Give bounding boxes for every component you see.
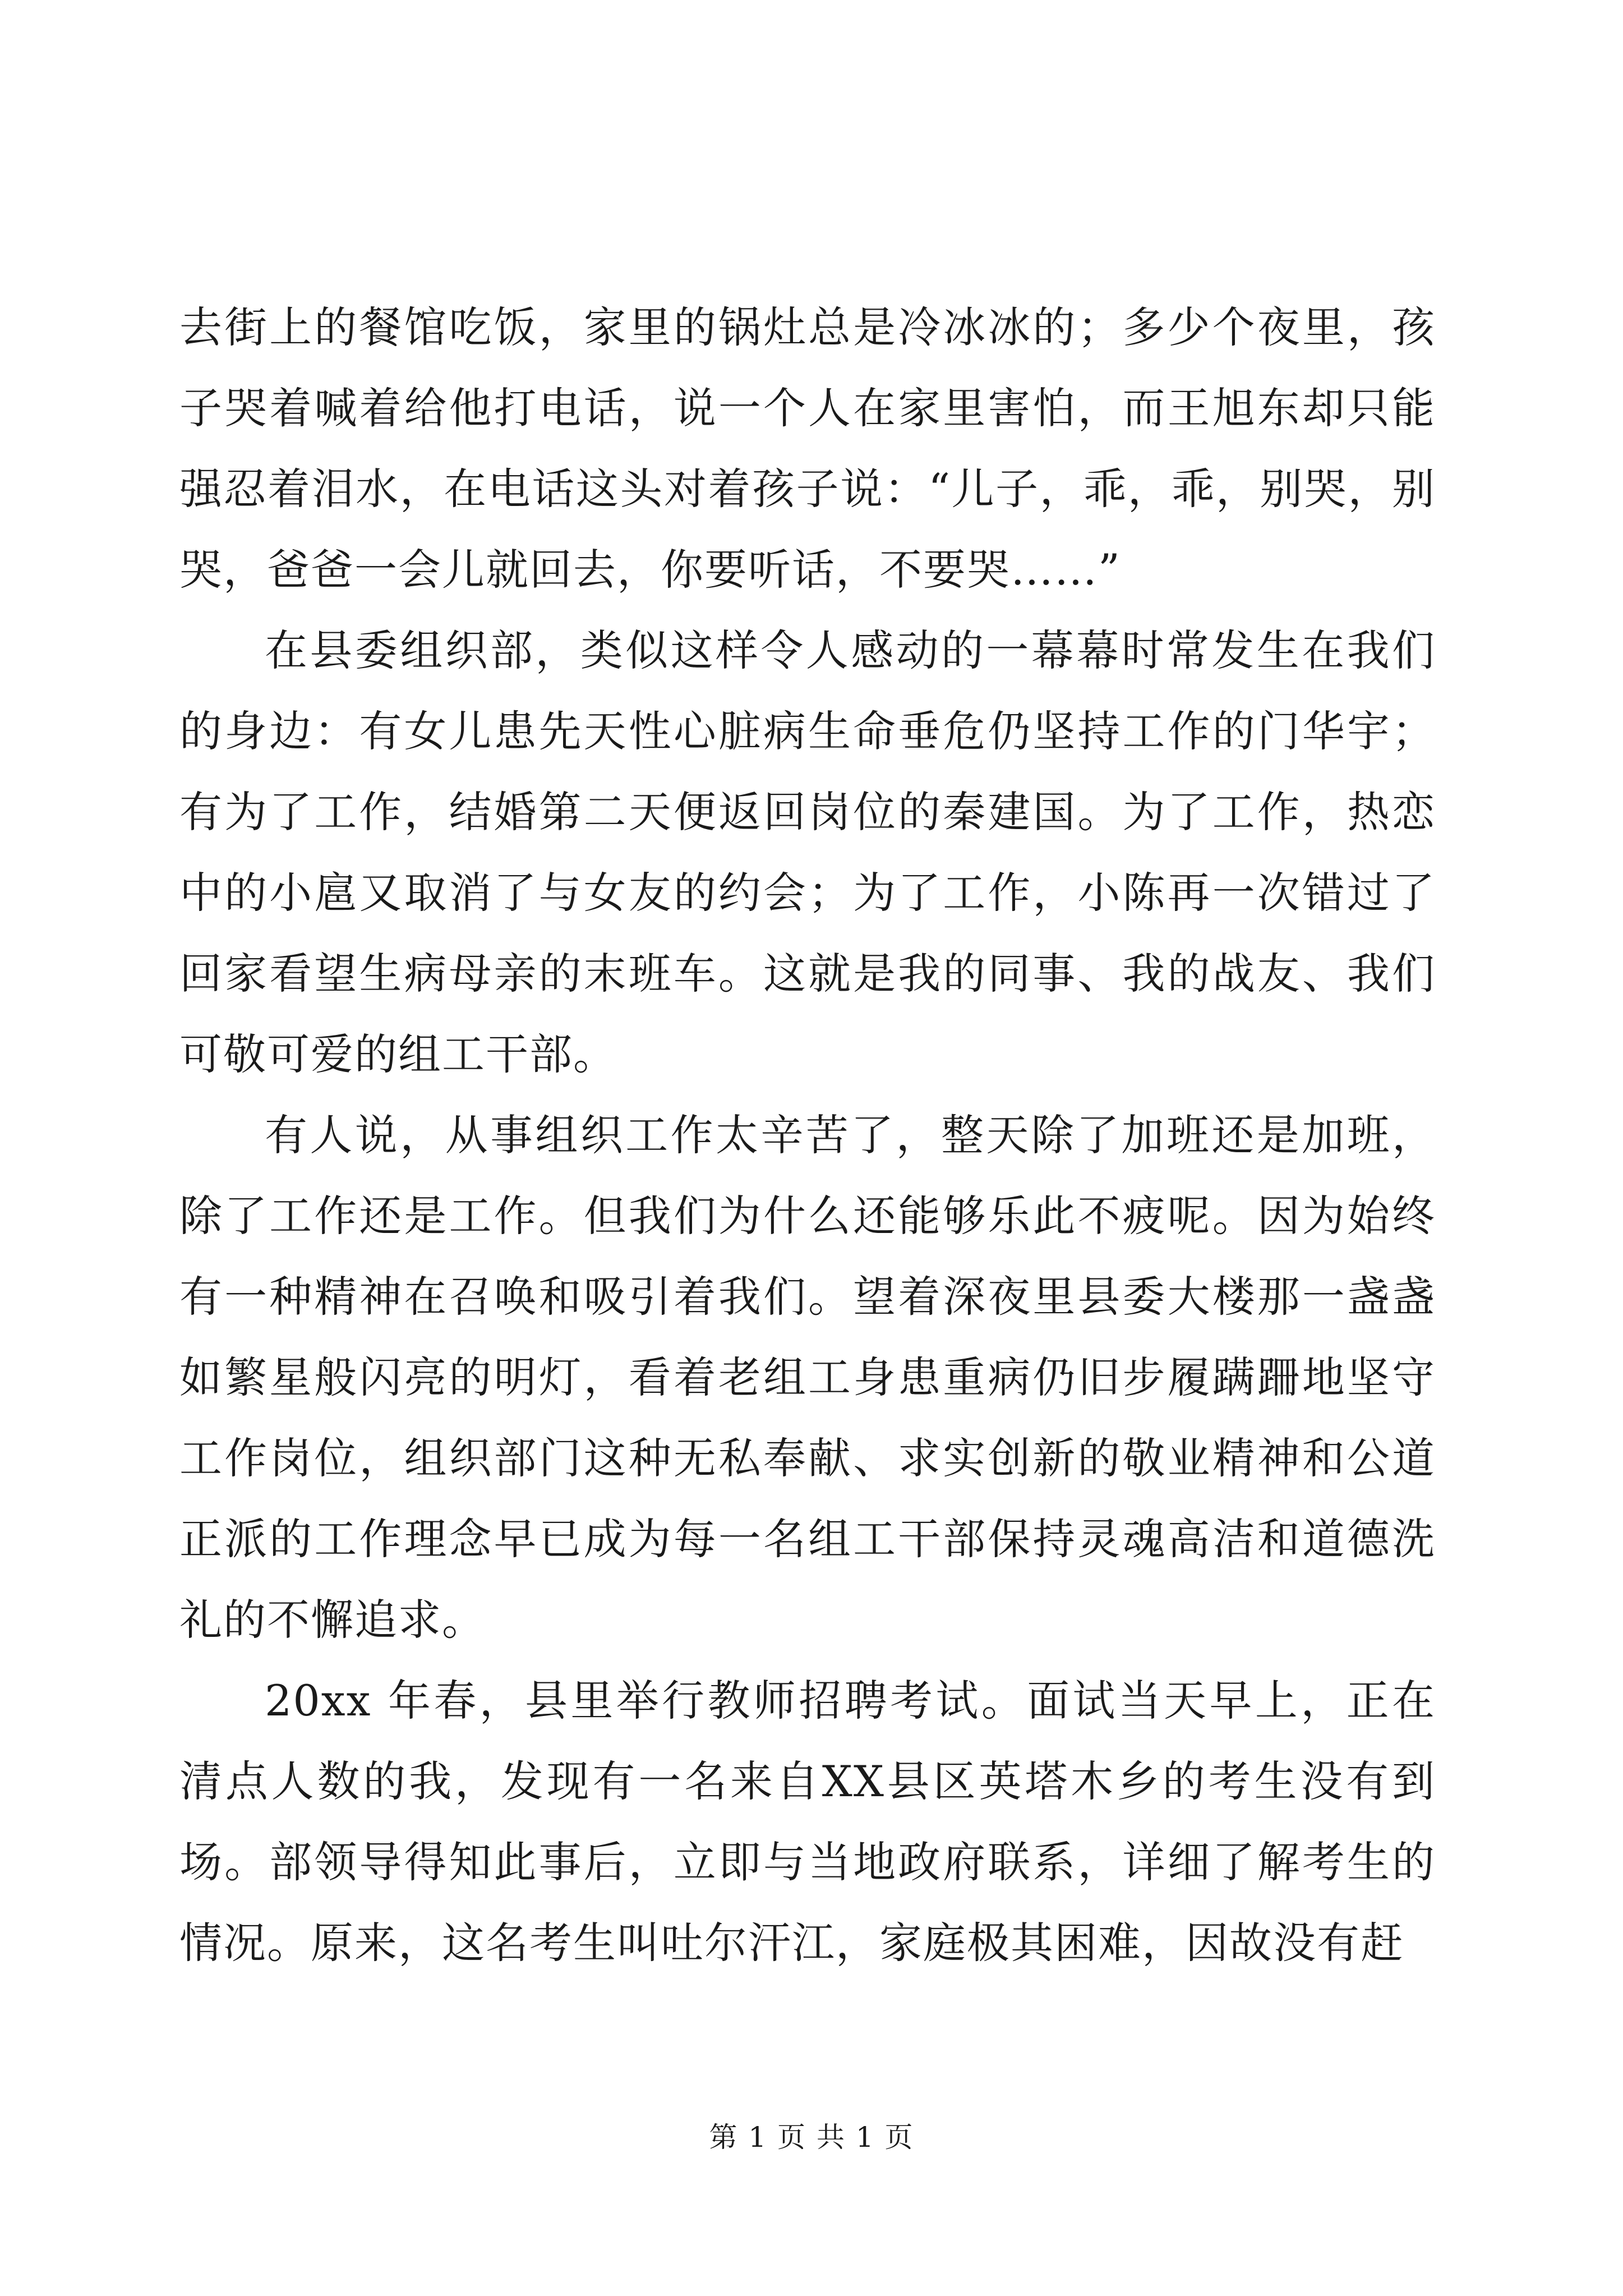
- paragraph-3: 有人说，从事组织工作太辛苦了，整天除了加班还是加班，除了工作还是工作。但我们为什么还能够乐此不疲呢。因为始终有一种精神在召唤和吸引着我们。望着深夜里县委大楼那一盏盏如繁星般闪亮的明灯，看着老组工身患重病仍旧步履蹒跚地坚守工作岗位，组织部门这种无私奉献、求实创新的敬业精神和公道正派的工作理念早已成为每一名组工干部保持灵魂高洁和道德洗礼的不懈追求。: [179, 1110, 1436, 1645]
- paragraph-2: 在县委组织部，类似这样令人感动的一幕幕时常发生在我们的身边：有女儿患先天性心脏病生命垂危仍坚持工作的门华宇；有为了工作，结婚第二天便返回岗位的秦建国。为了工作，热恋中的小扈又取消了与女友的约会；为了工作，小陈再一次错过了回家看望生病母亲的末班车。这就是我的同事、我的战友、我们可敬可爱的组工干部。: [179, 625, 1436, 1079]
- paragraph-1: 去街上的餐馆吃饭，家里的锅灶总是冷冰冰的；多少个夜里，孩子哭着喊着给他打电话，说一个人在家里害怕，而王旭东却只能强忍着泪水，在电话这头对着孩子说：“儿子，乖，乖，别哭，别哭，爸爸一会儿就回去，你要听话，不要哭……”: [179, 302, 1436, 595]
- page-footer: 第 1 页 共 1 页: [709, 2121, 914, 2154]
- paragraph-4: 20xx 年春，县里举行教师招聘考试。面试当天早上，正在清点人数的我，发现有一名来自XX县区英塔木乡的考生没有到场。部领导得知此事后，立即与当地政府联系，详细了解考生的情况。原来，这名考生叫吐尔汗江，家庭极其困难，因故没有赶: [179, 1676, 1436, 1968]
- document-body: [179, 287, 1436, 1984]
